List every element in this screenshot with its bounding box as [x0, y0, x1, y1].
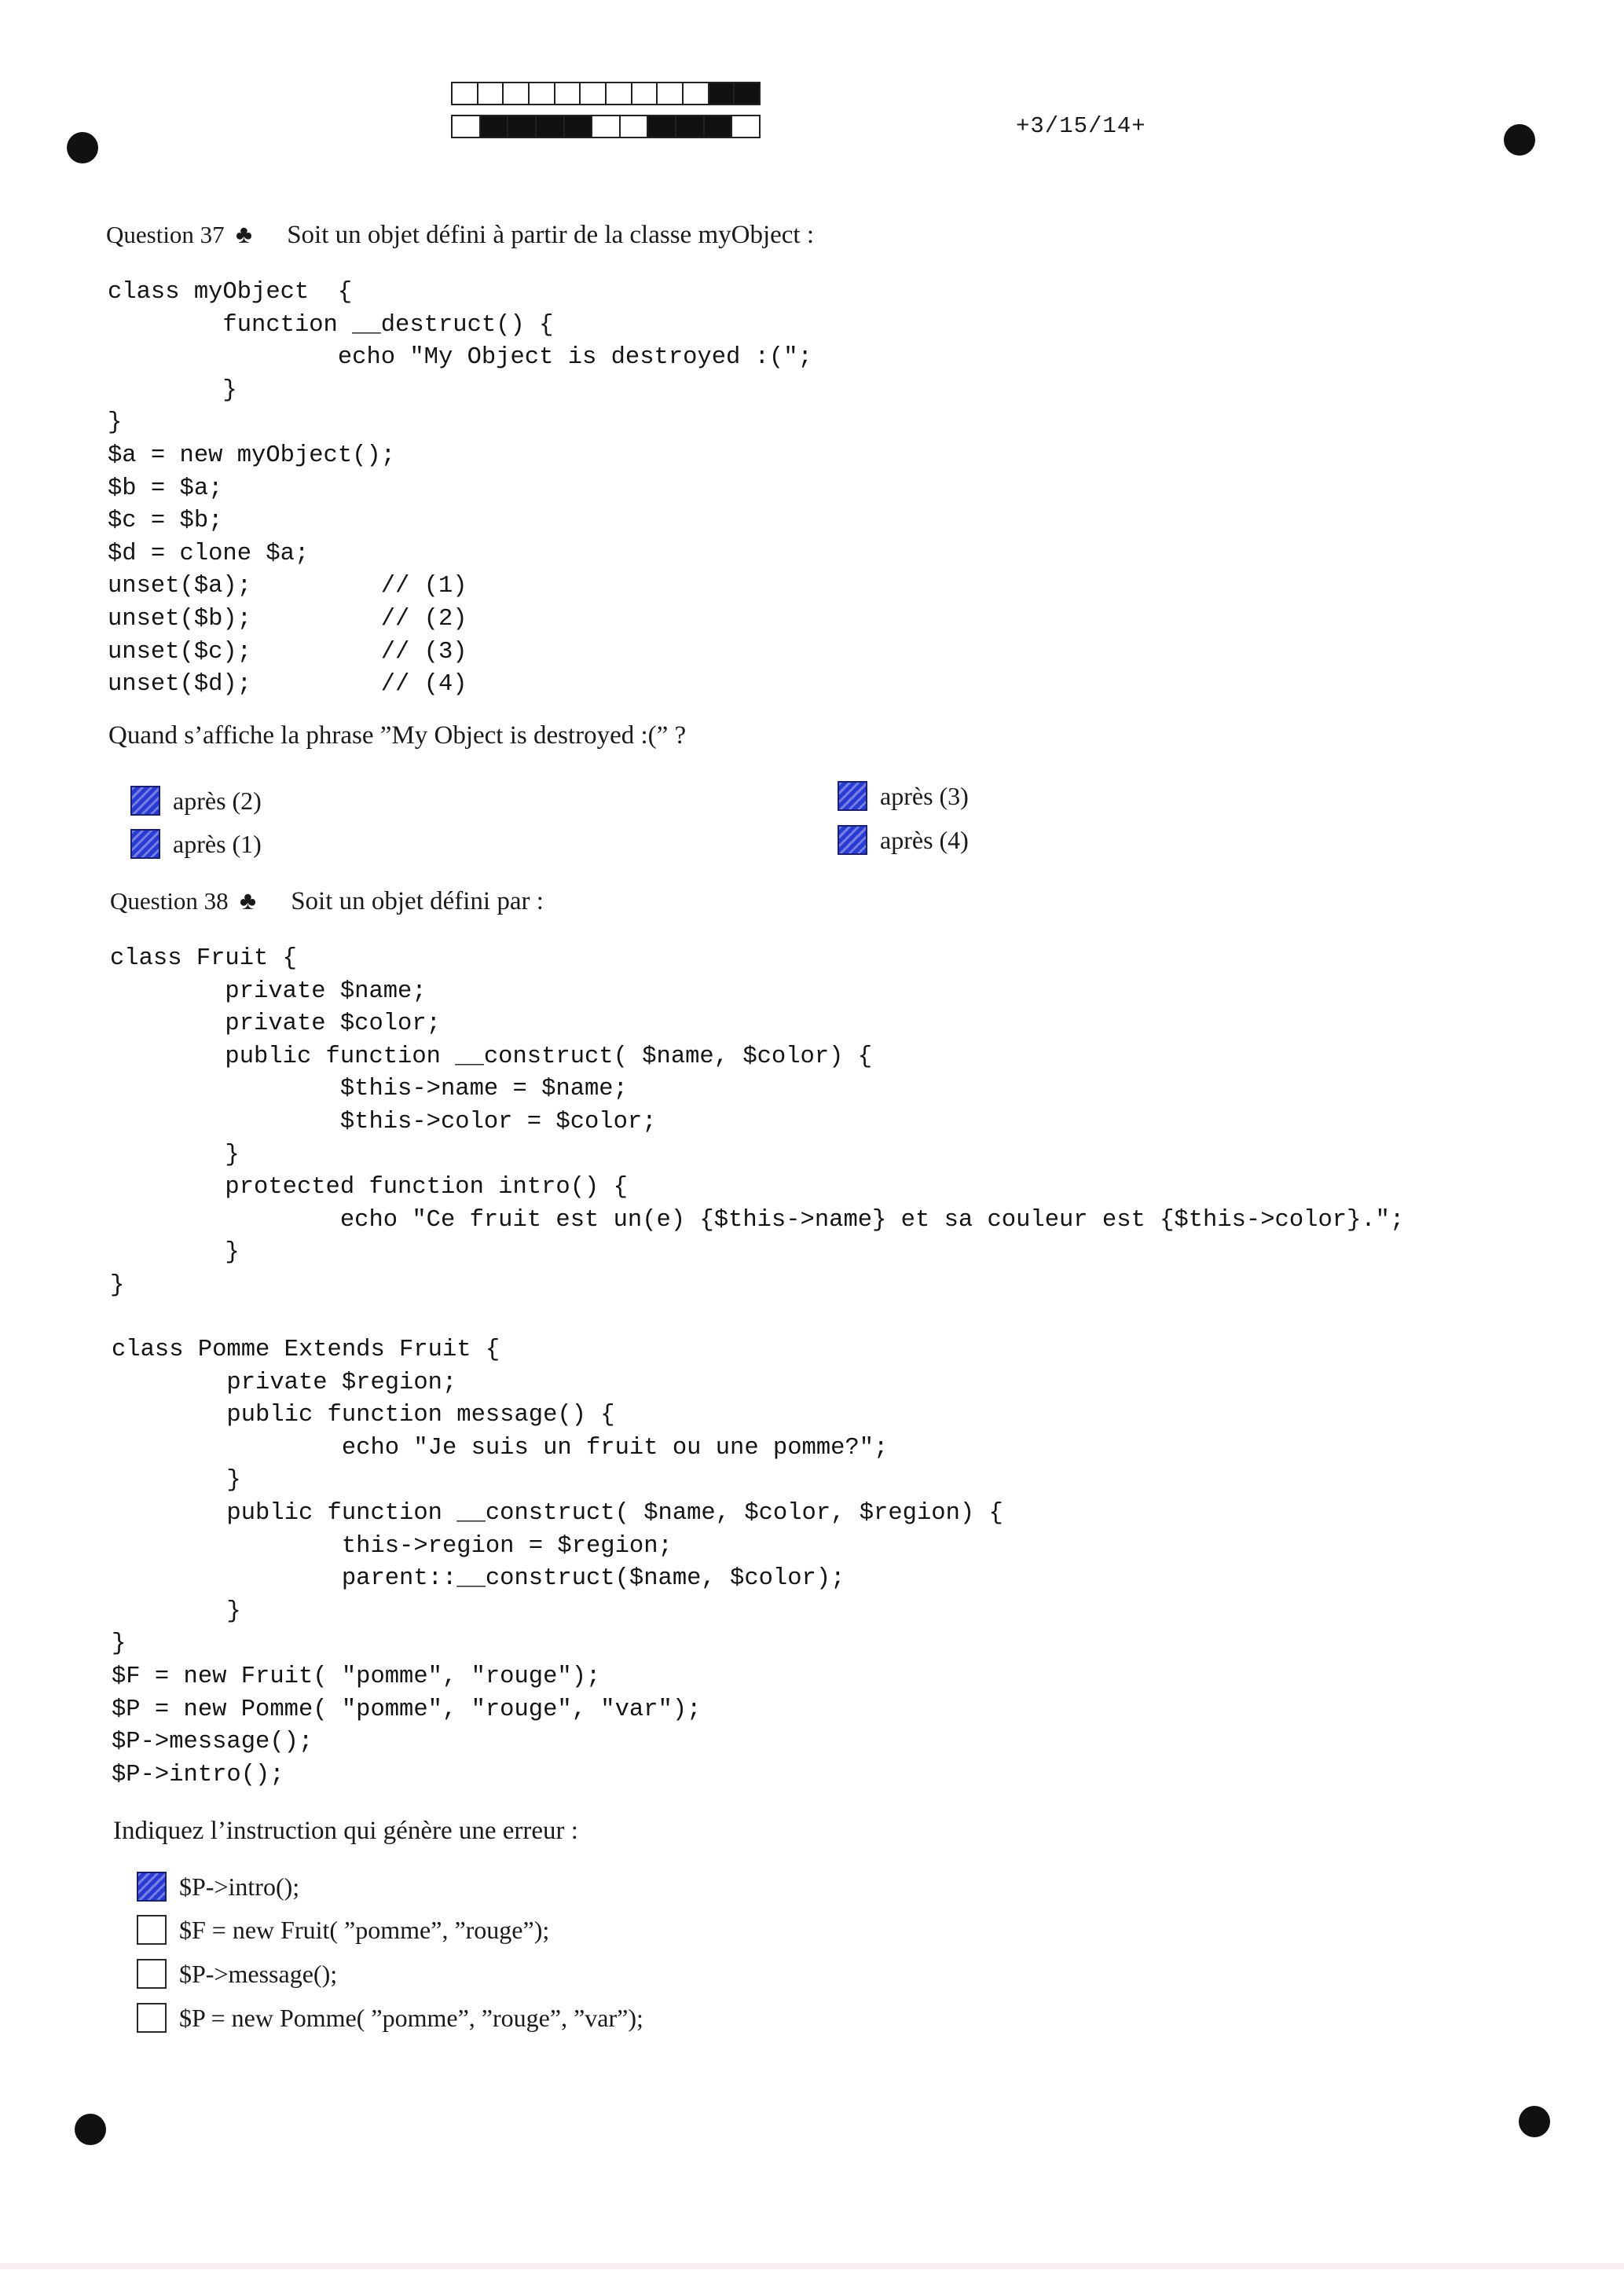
code-line: $P->intro(); [112, 1761, 284, 1788]
code-line: $P = new Pomme( "pomme", "rouge", "var"); [112, 1696, 702, 1723]
option-apres-1[interactable] [130, 829, 262, 859]
code-line: parent::__construct($name, $color); [112, 1565, 845, 1593]
code-line: $this->name = $name; [110, 1076, 628, 1103]
checkbox[interactable] [137, 1959, 167, 1989]
option-label: après (2) [173, 786, 262, 815]
option-apres-3[interactable] [838, 781, 969, 811]
option-label: après (1) [173, 829, 262, 858]
registration-mark-bottom-left [75, 2114, 106, 2145]
barcode-row-1 [451, 82, 761, 105]
registration-mark-top-left [67, 132, 98, 163]
page-identifier: +3/15/14+ [1016, 113, 1146, 139]
code-line: $F = new Fruit( "pomme", "rouge"); [112, 1663, 601, 1690]
checkbox[interactable] [130, 829, 160, 859]
code-line: this->region = $region; [112, 1532, 673, 1560]
code-line: public function __construct( $name, $color) { [110, 1043, 873, 1070]
code-line: function __destruct() { [108, 311, 554, 339]
code-line: $c = $b; [108, 508, 223, 535]
code-line: class myObject { [108, 279, 353, 306]
code-line: private $name; [110, 977, 427, 1005]
option-label: $P->intro(); [179, 1872, 300, 1901]
code-line: private $color; [110, 1010, 441, 1038]
question-number: Question 37 [106, 221, 225, 248]
code-line: $b = $a; [108, 475, 223, 502]
page-edge [0, 2263, 1624, 2269]
question-38-heading [110, 886, 544, 916]
code-line: echo "My Object is destroyed :("; [108, 344, 812, 372]
option-label: $F = new Fruit( ”pomme”, ”rouge”); [179, 1915, 550, 1944]
code-line: $P->message(); [112, 1729, 313, 1756]
checkbox[interactable] [130, 786, 160, 816]
code-line: echo "Ce fruit est un(e) {$this->name} et sa couleur est {$this->color}."; [110, 1206, 1405, 1234]
option-label: après (3) [880, 781, 969, 810]
checkbox[interactable] [838, 781, 867, 811]
question-37-heading [106, 220, 814, 250]
barcode-row-2 [451, 115, 761, 138]
code-line: public function message() { [112, 1402, 615, 1429]
code-line: unset($a); // (1) [108, 573, 467, 600]
checkbox[interactable] [838, 825, 867, 855]
code-line: } [110, 1271, 125, 1299]
option-new-pomme[interactable] [137, 2003, 643, 2033]
code-line: } [110, 1239, 240, 1267]
option-new-fruit[interactable] [137, 1915, 549, 1945]
code-line: unset($d); // (4) [108, 671, 467, 699]
code-line: protected function intro() { [110, 1174, 628, 1201]
code-line: echo "Je suis un fruit ou une pomme?"; [112, 1434, 889, 1462]
question-38-text: Indiquez l’instruction qui génère une erreur : [113, 1817, 578, 1845]
code-line: $d = clone $a; [108, 540, 310, 567]
option-label: $P->message(); [179, 1959, 338, 1988]
code-block-q37 [108, 277, 812, 702]
question-37-text: Quand s’affiche la phrase ”My Object is destroyed :(” ? [108, 721, 687, 750]
question-prompt: Soit un objet défini par : [291, 887, 544, 915]
club-icon: ♣ [235, 220, 252, 248]
club-icon: ♣ [239, 886, 256, 915]
checkbox[interactable] [137, 1872, 167, 1902]
code-line: unset($b); // (2) [108, 605, 467, 633]
code-block-fruit-class [110, 943, 1404, 1303]
code-line: private $region; [112, 1369, 457, 1396]
code-line: } [112, 1467, 241, 1495]
option-p-message[interactable] [137, 1959, 337, 1989]
code-line: $this->color = $color; [110, 1108, 657, 1135]
code-line: class Pomme Extends Fruit { [112, 1337, 500, 1363]
registration-mark-top-right [1504, 124, 1535, 156]
code-line: } [110, 1141, 240, 1168]
question-number: Question 38 [110, 887, 229, 915]
option-label: après (4) [880, 825, 969, 854]
checkbox[interactable] [137, 2003, 167, 2033]
code-line: } [112, 1630, 126, 1658]
code-line: class Fruit { [110, 945, 297, 972]
code-line: } [112, 1597, 241, 1625]
checkbox[interactable] [137, 1915, 167, 1945]
registration-mark-bottom-right [1519, 2106, 1550, 2137]
code-line: } [108, 409, 123, 437]
code-block-pomme-class [112, 1334, 1003, 1792]
question-prompt: Soit un objet défini à partir de la classe myObject : [287, 221, 814, 249]
code-line: $a = new myObject(); [108, 442, 396, 469]
code-line: unset($c); // (3) [108, 638, 467, 666]
code-line: public function __construct( $name, $color, $region) { [112, 1499, 1003, 1527]
option-p-intro[interactable] [137, 1872, 299, 1902]
code-line: } [108, 376, 237, 404]
option-label: $P = new Pomme( ”pomme”, ”rouge”, ”var”); [179, 2003, 643, 2032]
option-apres-4[interactable] [838, 825, 969, 855]
option-apres-2[interactable] [130, 786, 262, 816]
